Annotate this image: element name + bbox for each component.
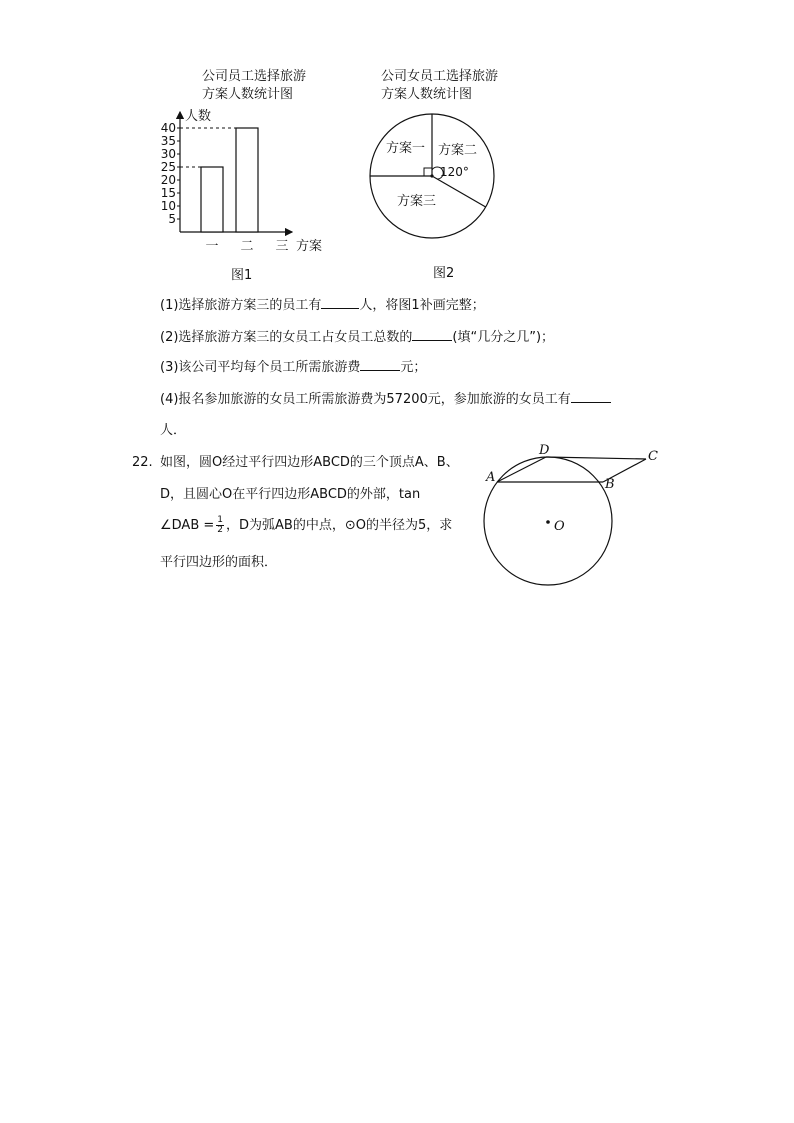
pie-label-plan2: 方案二	[438, 143, 478, 158]
question-2-text: (2)选择旅游方案三的女员工占女员工总数的	[160, 330, 413, 345]
answer-blank-4[interactable]	[571, 390, 611, 403]
pie-label-plan3: 方案三	[397, 194, 437, 209]
problem-22-line1: 如图，圆O经过平行四边形ABCD的三个顶点A、B、	[160, 455, 459, 470]
pie-angle-annotation: 120°	[440, 165, 469, 179]
fraction-numerator: 1	[217, 515, 224, 525]
figure2-pie-chart	[362, 110, 502, 245]
pie-label-plan1: 方案一	[386, 141, 426, 156]
question-3-text: (3)该公司平均每个员工所需旅游费	[160, 360, 361, 375]
y-tick-label-15: 15	[160, 186, 176, 200]
bar-chart-x-categories	[205, 239, 288, 254]
y-tick-label-20: 20	[160, 173, 176, 187]
figure2-title-line1: 公司女员工选择旅游	[381, 69, 499, 84]
problem-22-line3	[160, 516, 452, 535]
question-2	[160, 328, 554, 347]
problem-22-angle-text: ∠DAB =	[160, 518, 215, 533]
question-4	[160, 390, 611, 409]
label-a: A	[486, 470, 496, 485]
fraction-denominator: 2	[217, 525, 224, 535]
question-3-text-end: 元；	[400, 360, 427, 375]
y-tick-label-10: 10	[160, 199, 176, 213]
pie-radius-lower-right	[432, 176, 486, 207]
figure2-title-line2: 方案人数统计图	[381, 87, 473, 102]
question-2-text-end: (填“几分之几”)；	[452, 330, 555, 345]
bar-chart-x-label: 方案	[296, 239, 323, 254]
answer-blank-2[interactable]	[412, 328, 452, 341]
label-c: C	[648, 449, 658, 464]
question-3	[160, 358, 426, 377]
geometry-figure	[480, 440, 680, 590]
figure2-caption: 图2	[433, 266, 455, 281]
bar-chart-y-label: 人数	[185, 109, 212, 124]
label-b: B	[605, 477, 615, 492]
y-tick-label-5: 5	[168, 212, 176, 226]
figure1-title-line2: 方案人数统计图	[202, 87, 294, 102]
figure1-title-line1: 公司员工选择旅游	[202, 69, 307, 84]
label-o: O	[554, 519, 565, 534]
y-tick-label-40: 40	[160, 121, 176, 135]
problem-22-line2: D，且圆心O在平行四边形ABCD的外部，tan	[160, 487, 421, 502]
problem-22-line4: 平行四边形的面积．	[160, 555, 278, 570]
question-1	[160, 296, 485, 315]
problem-22-line3-rest: ，D为弧AB的中点，⊙O的半径为5，求	[226, 518, 453, 533]
figure1-bar-chart	[150, 104, 350, 262]
bar-chart-y-ticks	[161, 121, 180, 226]
bar-1	[201, 167, 223, 232]
question-4-text: (4)报名参加旅游的女员工所需旅游费为57200元，参加旅游的女员工有	[160, 392, 571, 407]
question-1-text-end: 人，将图1补画完整；	[359, 298, 485, 313]
x-category-2: 二	[240, 239, 254, 254]
segment-ad	[497, 457, 546, 482]
right-angle-mark	[424, 168, 432, 176]
figure1-caption: 图1	[231, 268, 253, 283]
answer-blank-1[interactable]	[321, 296, 359, 309]
x-category-1: 一	[205, 239, 219, 254]
label-d: D	[539, 443, 550, 458]
question-1-text: (1)选择旅游方案三的员工有	[160, 298, 322, 313]
bar-2	[236, 128, 258, 232]
fraction-one-half	[216, 516, 224, 535]
answer-blank-3[interactable]	[360, 358, 400, 371]
pie-center-dot	[430, 174, 433, 177]
x-category-3: 三	[275, 239, 289, 254]
y-tick-label-35: 35	[160, 134, 176, 148]
question-4-line2: 人．	[160, 423, 187, 438]
center-dot	[546, 520, 550, 524]
bar-chart-bars	[180, 128, 258, 232]
y-tick-label-30: 30	[160, 147, 176, 161]
problem-22-number: 22.	[132, 455, 153, 470]
y-tick-label-25: 25	[160, 160, 176, 174]
